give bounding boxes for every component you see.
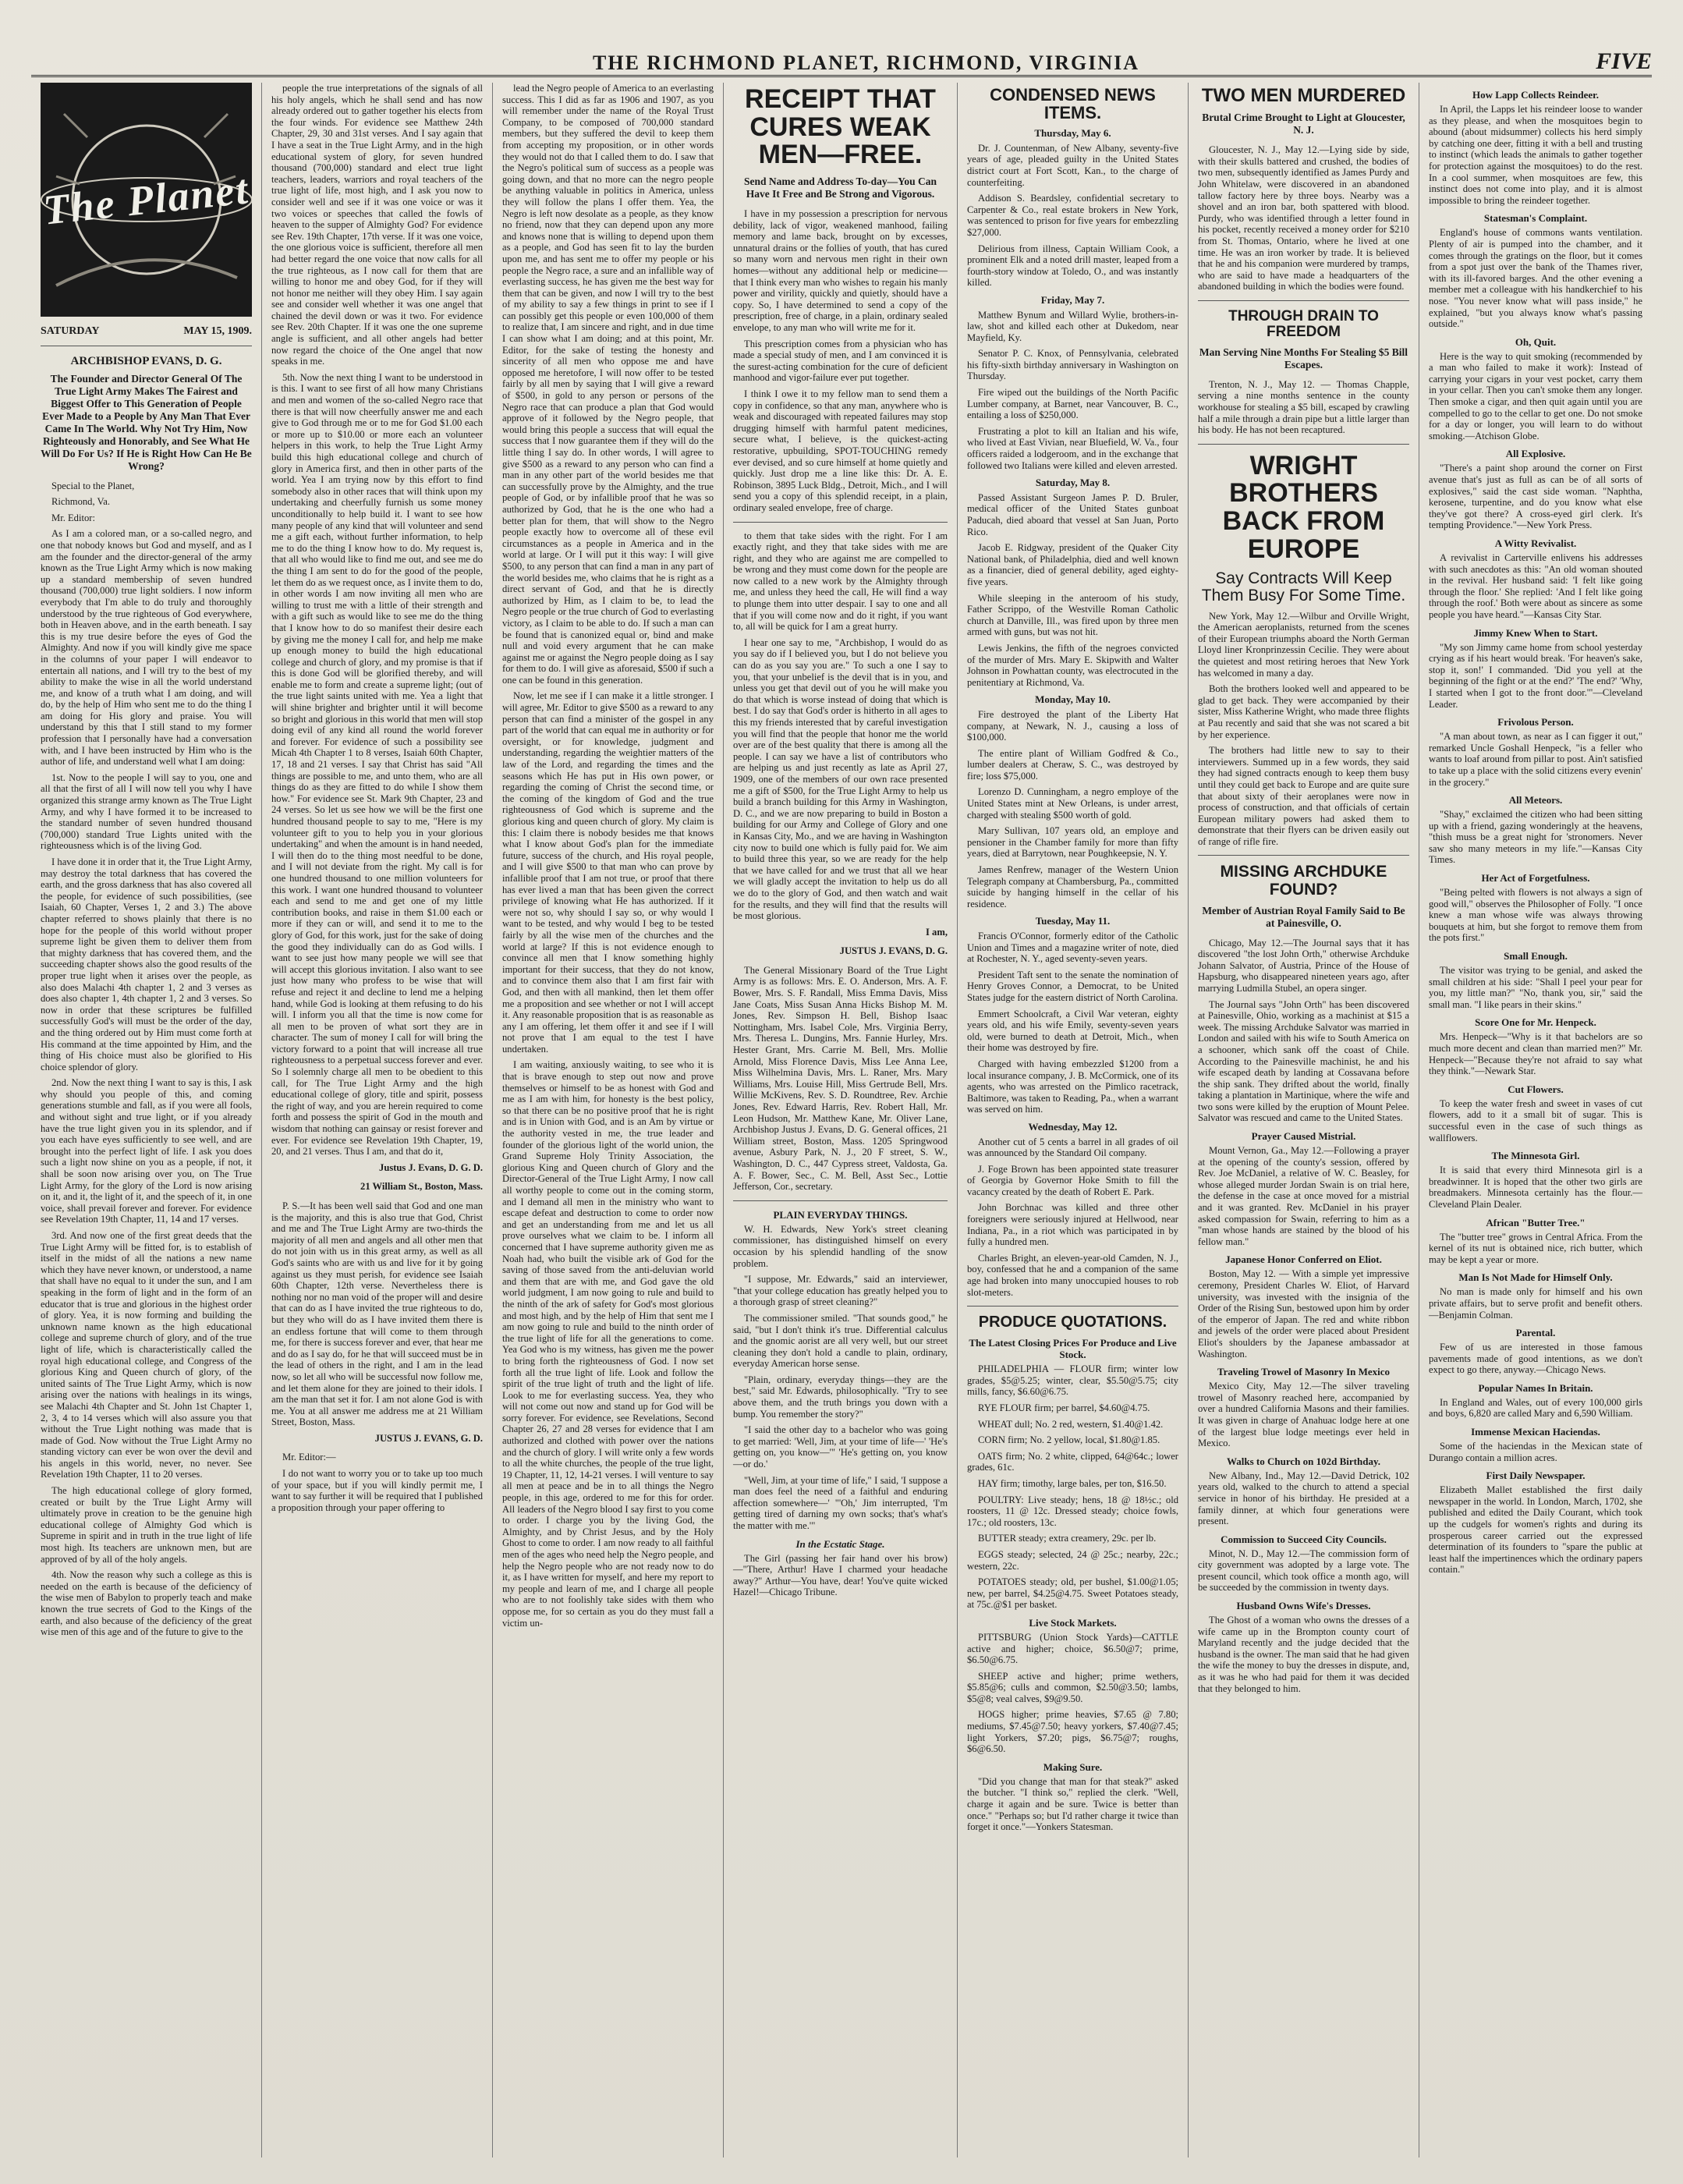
paragraph: Mount Vernon, Ga., May 12.—Following a prayer at the opening of the county's session, offered by Rev. Joe McDaniel, a relative of W. C. Beasley, for whose alleged murder Jordan Swain is on trial here, the defense in the case at once moved for a mistrial and it was granted. Rev. McDaniel in his prayer asked compassion for Swain, referring to him as a "man whose hands are stained by the blood of his fellow man.": [1198, 1145, 1409, 1247]
section-title: Immense Mexican Haciendas.: [1471, 1426, 1600, 1438]
paragraph: Addison S. Beardsley, confidential secretary to Carpenter & Co., real estate brokers in New York, was sentenced to prison for five years for embezzling $27,000.: [967, 193, 1178, 238]
dateline: Saturday, May 8.: [1035, 477, 1111, 489]
paragraph: lead the Negro people of America to an everlasting success. This I did as far as 1906 and 1907, as you will remember under the name of the Royal Trust Company, to be composed of 700,000 standard members, but they suffered the devil to keep them from accepting my proposition, or in other words they would not do that I called them to do. I saw that the Negro's political sum of success as a people was going down, and that no more can the negro people be anything valuable in politics in America, unless they will follow the plans I offer them. Yea, the Negro is left now desolate as a people, as they know no friend, now that they can depend upon any more and knows none that is willing to depend upon them as a people, and God has seen fit to lay the burden upon me, and has sent me to offer my people or his people the Negro race, a sure and an infallible way of everlasting success, he has given me the best way for them that can be given, and now I will try to the best of my ability to say a few things in print to see if I can possibly get this people or even 100,000 of them to realize that, I am sincere and right, and in due time I can show what I am doing; and at this point, Mr. Editor, for the sake of testing the honesty and sincerity of all men who oppose me and have opposed me heretofore, I will now offer to be tested fairly by all men by saying that I will give a reward of $500, in gold to any person or persons of the Negro race that can produce a plan that God would approve of it followed by the Negro people, that would bring this people a success that will equal the success that I now guarantee them if they will do the little thing I say do. In other words, I will agree to give $500 as a reward to any person who can find a man in any other part of the world besides me that can successfully prove by the Almighty, and the true people of God, or by infallible proof that he was so authorized by God, that he is the one who had a better plan for them, that will show to the Negro people exactly how to overcome all of these evil circumstances as a people in America and in the world at large. Or I will put it this way: I will give $500, to any person that can find a man in any part of the world besides me, who claims that he is right as a direct servant of God, and that he is directly authorized by Him, as I claim to be, to lead the Negro people or the true church of God to everlasting victory, as I claim to be able to do. If such a man can be found that is canonized equal or, bind and make null and void every argument that he can make against me or against the Negro people doing as I say for them to do. I will give as aforesaid, $500 if such a one can be found in this generation.: [502, 83, 714, 686]
section-title: Man Is Not Made for Himself Only.: [1458, 1271, 1613, 1284]
paragraph: I am waiting, anxiously waiting, to see who it is that is brave enough to step out now and prove themselves or himself to be as honest with God and me as I am with him, for honesty is the best policy, so that there can be no positive proof that he is right and is in Union with God, and is an Am by virtue or the authority vested in me, the true leader and founder of the glorious light of the world union, the Grand Supreme Holy Trinity Association, the glorious King and Queen church of Glory and the Director-General of the True Light Army, I now call all worthy people to come out in the coming storm, and I demand all men in the ministry who want to escape defeat and destruction to come to order now and get an understanding from me and let us all prove ourselves what we claim to be. I inform all concerned that I have supreme authority given me as Noah had, who built the visible ark of God for the saving of those saved from the anti-deluvian world and them that are with me, and God gave the old world judgment, I am now going to rule and build to the ninth of the ark of safety for God's most glorious and most high, and by the help of Him that sent me I am now going to rule and build to the ninth order of the true light of life for all the generations to come. Yea God who is my witness, has given me the power to bring forth the righteousness of God. I now set forth all the true light of life. Look and follow the spirit of the true light of truth and the light of life. Look to me for everlasting success. Yea, they who will not come out now and stand up for God will be sorry forever. For evidence, see Revelations, Second Chapter 26, 27 and 28 verses for evidence that I am authorized and clothed with power over the nations and the church of glory. I will write only a few words to all the white churches, the people of the true light, 19 Chapter, 11, 12, 14-21 verses. I will venture to say all men at peace and be in to all things the Negro people, in this age, ordered to me for this for order. All leaders of the Negro blood I say first to you come to order. I charge you by the living God, the Almighty, and by Christ Jesus, and by the Holy Ghost to come to order. I am now ready to all faithful men of the ages who need help the Negro people, and help the Negro people who are not ready now to do it, as I have written for myself, and here my report to my people and learn of me, and I charge all people who are to not foolishly take sides with them who oppose me, for so certain as you do they must fall a victim un-: [502, 1059, 714, 1629]
paragraph: As I am a colored man, or a so-called negro, and one that nobody knows but God and myself, and as I am the founder and the director-general of the army known as the True Light Army which is now making up a standard membership of seven hundred thousand (700,000) true light soldiers. I now inform everybody that I'm able to do truly and thoroughly understood by the true righteous of God everywhere, both in Heaven above, and in the earth beneath. I say this is my true desire before the eyes of God the Almighty. And now if you will kindly give me space in the columns of your paper I will endeavor to entertain all nations, and I will try to the best of my ability to make the wise in all the world understand me, and know of a truth what I am doing, and will do, by the help of Him who sent me to do the thing I am doing for His glory and praise. You will understand by this that I still stand to my former profession that I personally have had a conversation with, and I have been instructed by Him who is the author of life, and understand well what I am doing:: [41, 528, 252, 768]
paragraph: Francis O'Connor, formerly editor of the Catholic Union and Times and a magazine writer of note, died at Rochester, N. Y., aged seventy-seven years.: [967, 931, 1178, 965]
divider: [1198, 444, 1409, 445]
section-title: How Lapp Collects Reindeer.: [1472, 89, 1600, 101]
paragraph: Gloucester, N. J., May 12.—Lying side by side, with their skulls battered and crushed, the bodies of two men, subsequently identified as James Purdy and John Whitelaw, were discovered in an abandoned tallow factory here by three boys. Nearby was a shovel and an iron bar, both spattered with blood. Purdy, who was identified through a letter found in his pocket, recently received a money order for $210 from St. Thomas, Ontario, where he lived at one time. He was an iron worker by trade. It is believed that he and his companion were murdered by tramps, who are said to have made a headquarters of the abandoned building in which the bodies were found.: [1198, 144, 1409, 292]
paragraph: Jacob E. Ridgway, president of the Quaker City National bank, of Philadelphia, died and well known as a financier, died of general debility, aged eighty-five years.: [967, 542, 1178, 587]
paragraph: "Did you change that man for that steak?" asked the butcher. "I think so," replied the clerk. "Well, charge it again and be sure. Twice is better than once." "Perhaps so; but I'd rather charge it twice than forget it once."—Yonkers Statesman.: [967, 1775, 1178, 1833]
section-title: Parental.: [1515, 1327, 1556, 1339]
column-3: [493, 83, 724, 2157]
section-title: All Meteors.: [1508, 794, 1563, 807]
columns: [31, 83, 1652, 2157]
page-number: FIVE: [1596, 48, 1652, 74]
paragraph: I think I owe it to my fellow man to send them a copy in confidence, so that any man, anywhere who is weak and discouraged with repeated failures may stop drugging himself with harmful patent medicines, secure what, I believe, is the quickest-acting restorative, upbuilding, SPOT-TOUCHING remedy ever devised, and so cure himself at home quietly and quickly. Just drop me a line like this: Dr. A. E. Robinson, 3895 Luck Bldg., Detroit, Mich., and I will send you a copy of this splendid receipt, in a plain, ordinary sealed envelope, free of charge.: [733, 388, 948, 513]
quote-line: PHILADELPHIA — FLOUR firm; winter low grades, $5@5.25; winter, clear, $5.50@5.75; city mills, fancy, $6.60@6.75.: [967, 1363, 1178, 1398]
paragraph: Lorenzo D. Cunningham, a negro employe of the United States mint at New Orleans, is under arrest, charged with stealing $500 worth of gold.: [967, 786, 1178, 821]
paragraph: New York, May 12.—Wilbur and Orville Wright, the American aeroplanists, returned from the scenes of their European triumphs aboard the North German Lloyd liner Kronprinzessin Cecilie. They were about the quietest and most retiring heroes that New York has welcomed in many a day.: [1198, 610, 1409, 679]
paragraph: While sleeping in the anteroom of his study, Father Scrippo, of the Westville Roman Catholic church at Danville, Ill., was fired upon by three men armed with guns, but was not hit.: [967, 592, 1178, 638]
divider: [733, 522, 948, 523]
paragraph: The commissioner smiled. "That sounds good," he said, "but I don't think it's true. Differential calculus and the gnomic aorist are all very well, but our street cleaning they don't hold a candle to plain, ordinary, everyday American horse sense.: [733, 1312, 948, 1370]
paragraph: people the true interpretations of the signals of all his holy angels, which he shall send and has now already ordered out to gather together his elects from the four winds. For evidence see Matthew 24th Chapter, 29, 30 and 31st verses. And I say again that I have a seat in the True Light Army, and in the high educational system of glory, for seven hundred thousand (700,000) standard and elect true light teachers, leaders, warriors and royal teachers of the true light of life, most high, and I ask you now to consider well and see if it was one voice or was it two voices or speeches that called the fowls of heaven to the supper of Almighty God? For evidence see Rev. 19th Chapter, 17th verse. If it was one voice, the one glorious voice is sufficient, therefore all men had better regard the one voice that now calls for all the true righteous, as I now call for them that are willing to honor me and obey God, for if they will not honor me neither will they obey Him. I say again see and consider well whether it was one angel that chained the devil down or was it two. For evidence see Rev. 20th Chapter. If it was one the one supreme angle is sufficient, and all other angels had better now regard the choice of the One angel that now speaks in me.: [271, 83, 483, 367]
column-1: [31, 83, 262, 2157]
section-title: Live Stock Markets.: [1029, 1616, 1117, 1629]
paragraph: Passed Assistant Surgeon James P. D. Bruler, medical officer of the United States gunboat Paducah, died aboard that vessel at San Juan, Porto Rico.: [967, 491, 1178, 537]
section-title: Statesman's Complaint.: [1483, 212, 1588, 225]
section-title: CONDENSED NEWS ITEMS.: [990, 85, 1156, 123]
paragraph: "Shay," exclaimed the citizen who had been sitting up with a friend, gazing wonderingly at the heavens, "thish muss be a great night for 'stronomers. Never saw sho many meteors in my life."—Kansas City Times.: [1429, 809, 1642, 866]
section-deck: The Latest Closing Prices For Produce and Live Stock.: [969, 1337, 1177, 1361]
paragraph: Richmond, Va.: [51, 496, 110, 508]
paragraph: Lewis Jenkins, the fifth of the negroes convicted of the murder of Mrs. Mary E. Skipwith and Walter Johnson in Powhattan county, was electrocuted in the penitentiary at Richmond, Va.: [967, 642, 1178, 688]
paragraph: The visitor was trying to be genial, and asked the small children at his side: "Shall I peel your pear for you, my little man?" "No, thank you, sir," said the small man. "I like pears in their skins.": [1429, 965, 1642, 1010]
paragraph: Charles Bright, an eleven-year-old Camden, N. J., boy, confessed that he and a companion of the same age had broken into many unoccupied houses to rob slot-meters.: [967, 1252, 1178, 1298]
paragraph: Emmert Schoolcraft, a Civil War veteran, eighty years old, and his wife Emily, seventy-seven years old, were burned to death at Detroit, Mich., when their home was destroyed by fire.: [967, 1008, 1178, 1054]
paragraph: Boston, May 12. — With a simple yet impressive ceremony, President Charles W. Eliot, of Harvard university, was invested with the insignia of the Order of the Rising Sun, bestowed upon him by order of the emperor of Japan. The red and white ribbon and jewels of the order were placed about President Eliot's shoulders by the Japanese ambassador at Washington.: [1198, 1268, 1409, 1360]
paragraph: to them that take sides with the right. For I am exactly right, and they that take sides with me are right, and they who are against me are compelled to be wrong and they must come down for the people are now called to a new work by the Almighty through me, and unless they heed the call, He will find a way to plunge them into utter despair. I say to one and all that if you will come now and do it right, if you want to, all will be quick for I am a great hurry.: [733, 530, 948, 633]
paragraph: J. Foge Brown has been appointed state treasurer of Georgia by Governor Hoke Smith to fill the vacancy created by the death of Robert E. Park.: [967, 1163, 1178, 1197]
article-deck: Say Contracts Will Keep Them Busy For Some Time.: [1201, 569, 1406, 604]
article-deck: The Founder and Director General Of The True Light Army Makes The Fairest and Biggest Offer to This Generation of People Ever Made to a People by Any Man That Ever Came In The World. Why Not Try Him, Now Righteously and Honorably, and See What He Will Do For Us? If He is Right How Can He Be Wrong?: [41, 372, 252, 472]
paragraph: I do not want to worry you or to take up too much of your space, but if you will kindly permit me, I want to say further it will be required that I published a proposition through your paper offering to: [271, 1468, 483, 1513]
signature: JUSTUS J. EVANS, G. D.: [374, 1432, 483, 1444]
paragraph: The brothers had little new to say to their interviewers. Summed up in a few words, they said they had signed contracts enough to keep them busy until they could get back to Europe and are quite sure that about sixty of their aeroplanes were now in process of construction, and that officials of certain European military powers had asked them to demonstrate that their flyers can be driven easily out of range of rifle fire.: [1198, 745, 1409, 847]
section-title: A Witty Revivalist.: [1494, 537, 1577, 549]
paragraph: "My son Jimmy came home from school yesterday crying as if his heart would break. 'For heaven's sake, stop it, son!' I commanded. 'Did you yell at the beginning of the fight or at the end?' 'The end?' 'Why, I started when I got to the front door.'"—Cleveland Leader.: [1429, 641, 1642, 710]
article-deck: Brutal Crime Brought to Light at Gloucester, N. J.: [1202, 112, 1405, 136]
quote-line: BUTTER steady; extra creamery, 29c. per lb.: [978, 1533, 1157, 1544]
section-title: Frivolous Person.: [1497, 716, 1574, 729]
ad-deck: Send Name and Address To-day—You Can Have It Free and Be Strong and Vigorous.: [744, 176, 937, 200]
quote-line: OATS firm; No. 2 white, clipped, 64@64c.; lower grades, 61c.: [967, 1450, 1178, 1473]
section-title: Small Enough.: [1504, 950, 1568, 963]
paragraph: Frustrating a plot to kill an Italian and his wife, who lived at East Vivian, near Bluefield, W. Va., four officers raided a lodgeroom, and in the exchange that followed two Italians were killed and eleven arrested.: [967, 425, 1178, 471]
section-title: Prayer Caused Mistrial.: [1251, 1130, 1356, 1143]
paragraph: It is said that every third Minnesota girl is a breadwinner. It is hoped that the other two girls are breadmakers. Minnesota certainly has the flour.—Cleveland Plain Dealer.: [1429, 1165, 1642, 1210]
paragraph: Chicago, May 12.—The Journal says that it has discovered "the lost John Orth," otherwise Archduke Johann Salvator, of Austria, Prince of the House of Hapsburg, who disappeared nineteen years ago, after marrying Ludmilla Stubel, an opera singer.: [1198, 937, 1409, 994]
section-title: Traveling Trowel of Masonry In Mexico: [1217, 1366, 1391, 1378]
quote-line: POTATOES steady; old, per bushel, $1.00@1.05; new, per barrel, $4.25@4.75. Sweet Potatoes steady, at 75c.@$1 per basket.: [967, 1576, 1178, 1611]
signature: I am,: [926, 926, 948, 938]
paragraph: The Girl (passing her fair hand over his brow)—"There, Arthur! Have I charmed your headache away?" Arthur—You have, dear! You've quite wicked Hazel!—Chicago Tribune.: [733, 1552, 948, 1598]
section-title: Walks to Church on 102d Birthday.: [1227, 1455, 1380, 1467]
article-title: MISSING ARCHDUKE FOUND?: [1220, 863, 1387, 899]
paragraph: England's house of commons wants ventilation. Plenty of air is pumped into the chamber, and it comes through the gratings on the floor, but it comes from a spot just over the bank of the Thames river, with its ill-favored barges. And the other evening a member met a colleague with his handkerchief to his nose. "You never know what will pass inside," he explained, "but you always know what's passing outside.": [1429, 227, 1642, 330]
dateline: Thursday, May 6.: [1034, 127, 1111, 140]
section-title: Jimmy Knew When to Start.: [1473, 626, 1598, 639]
paragraph: Both the brothers looked well and appeared to be glad to get back. They were accompanied by their sister, Miss Katherine Wright, who made three flights at Pau recently and said that she was not scared a bit by her experience.: [1198, 683, 1409, 740]
paragraph: Fire destroyed the plant of the Liberty Hat company, at Newark, N. J., causing a loss of $100,000.: [967, 708, 1178, 743]
quote-line: RYE FLOUR firm; per barrel, $4.60@4.75.: [978, 1402, 1150, 1413]
paragraph: Mr. Editor:: [51, 512, 95, 523]
paragraph: The Ghost of a woman who owns the dresses of a wife came up in the Brompton county court of Maryland recently and the judge decided that the husband is the owner. The man said that he had given the wife the money to buy the dresses in dispute, and, as it was he who had paid for them it was decided that they belonged to him.: [1198, 1615, 1409, 1694]
dateline: Friday, May 7.: [1040, 293, 1105, 306]
section-title: In the Ecstatic Stage.: [795, 1537, 885, 1550]
paragraph: "I suppose, Mr. Edwards," said an interviewer, "that your college education has greatly helped you to a thorough grasp of street cleaning?": [733, 1274, 948, 1308]
section-title: Cut Flowers.: [1508, 1083, 1564, 1095]
section-title: Score One for Mr. Henpeck.: [1475, 1016, 1596, 1029]
quote-line: HAY firm; timothy, large bales, per ton, $16.50.: [978, 1477, 1167, 1489]
paragraph: 4th. Now the reason why such a college as this is needed on the earth is because of the deficiency of the wise men of Babylon to properly teach and make known the true secrets of God to the Kings of the earth, and also because of the deficiency of the great wise men of this age and of the future to give to the: [41, 1569, 252, 1638]
quote-line: PITTSBURG (Union Stock Yards)—CATTLE active and higher; choice, $6.50@7; prime, $6.50@6.75.: [967, 1631, 1178, 1666]
section-title: Making Sure.: [1043, 1760, 1103, 1773]
signature: Justus J. Evans, D. G. D.: [379, 1161, 483, 1173]
paragraph: Delirious from illness, Captain William Cook, a prominent Elk and a noted drill master, leaped from a fourth-story window at Toledo, O., and was instantly killed.: [967, 243, 1178, 289]
publication-title: THE RICHMOND PLANET, RICHMOND, VIRGINIA: [593, 51, 1140, 74]
paragraph: Mexico City, May 12.—The silver traveling trowel of Masonry reached here, accompanied by over a hundred California Masons and their families. It was given in charge of Anahuac lodge here at one of the largest blue lodge meetings ever held in Mexico.: [1198, 1381, 1409, 1449]
logo-text: The Planet: [41, 165, 252, 234]
section-title: The Minnesota Girl.: [1491, 1150, 1580, 1162]
address: 21 William St., Boston, Mass.: [360, 1181, 483, 1193]
section-title: Husband Owns Wife's Dresses.: [1236, 1600, 1371, 1612]
column-4: [724, 83, 958, 2157]
paragraph: New Albany, Ind., May 12.—David Detrick, 102 years old, walked to the church to attend a special service in honor of his birthday. He presided at a family dinner, at which four generations were present.: [1198, 1470, 1409, 1527]
paragraph: "I said the other day to a bachelor who was going to get married: 'Well, Jim, at your time of life—' 'He's getting on, you know—'" 'He's getting on, you know—or do.': [733, 1424, 948, 1470]
paragraph: I have in my possession a prescription for nervous debility, lack of vigor, weakened manhood, failing memory and lame back, brought on by excesses, unnatural drains or the follies of youth, that has cured so many worn and nervous men right in their own homes—without any additional help or medicine—that I think every man who wishes to regain his manly power and virility, quickly and quietly, should have a copy. So, I have determined to send a copy of the prescription, free of charge, in a plain, ordinary sealed envelope, to any man who will write me for it.: [733, 208, 948, 333]
signature: JUSTUS J. EVANS, D. G.: [839, 945, 948, 957]
paragraph: No man is made only for himself and his own private affairs, but to serve profit and benefit others.—Benjamin Colman.: [1429, 1286, 1642, 1321]
paragraph: Now, let me see if I can make it a little stronger. I will agree, Mr. Editor to give $500 as a reward to any person that can find a minister of the gospel in any part of the world that can equal me in authority or for oversight, or for knowledge, judgment and understanding, regarding the weightier matters of the law of the Lord, and regarding the times and the seasons which He has put in His own power, or regarding the coming of Christ the second time, or the coming of the kingdom of God and the true righteousness of God which is supreme and the glorious king and queen church of glory. My claim is this: I claim there is nobody besides me that knows what I know about God's plan for the immediate future, success of the church, and His royal people, and I will give $500 to that man who can prove by infallible proof that I am not true, or proof that there has ever lived a man that has been given the correct privilege of knowing what He has authorized. If it were not so, why should I say so, or why would I want to be tested, and why would I beg to be tested fairly by all the wise men of the churches and the world at large? If this is not evidence enough to convince all men that I know something highly important for their success, that they do not know, and to convince them also that I am first fair with God, and then with all mankind, then let them offer me a proposition and see whether or not I will accept it. Any reasonable proposition that is as reasonable as any I am offering, let them offer it and see if I will not prove that I am equal to the test I have undertaken.: [502, 690, 714, 1055]
paragraph: P. S.—It has been well said that God and one man is the majority, and this is also true that God, Christ and me and The True Light Army are two-thirds the majority of all men and angels and all other men that do not join with us in this great army, as well as all God's saints who are with us and live for it by going against us they must perish, for evidence see Isaiah 60th Chapter, 12th verse. Nevertheless there is nothing nor no man void of the proper will and desire that can do as I have invited the true righteous to do, but they who will do as I have invited them there is an endless fortune that will come to them through me, for there is success forever and ever, that hear me and do as I say do, for he that will succeed must be in the lead of others in the right, and I am in the lead now, so let all who will be successful now follow me, and let them alone for they are joined to their idols. I am the man that set it for. I am not alone God is with me. You at all answer me address me at 21 William Street, Boston, Mass.: [271, 1200, 483, 1428]
paragraph: I hear one say to me, "Archbishop, I would do as you say do if I believed you, but I do not believe you can do as you say you are." To such a one I say to you, that your unbelief is the devil that is in you, and unless you get that devil out of you he will make you do that which is worse instead of doing that which is best. I do say that God's order is hitherto in all ages to this my friends interested that by careful investigation you will find that the people that honor me the world over are of the best quality that there is among all the people. I can say we have a list of contributors who are helping us and just recently as late as April 27, 1909, one of the members of our own race presented me a gift of $500, for the True Light Army to help us build a branch building for this Army in Washington, D. C., and we are now preparing to build in Boston a building for our Army and College of Glory and one in Kansas City, Mo., and we are having in Washington city now to build one which is fully paid for. We aim to build three this year, so we are ready for the help that we have called for and we trust that all we hear we will gladly accept the invitation to help us do all we do to the glory of God, and then watch and wait for the results, and they will find that the results will be most glorious.: [733, 636, 948, 922]
dateline: Wednesday, May 12.: [1028, 1120, 1118, 1133]
paragraph: "Plain, ordinary, everyday things—they are the best," said Mr. Edwards, philosophically. "Try to see above them, and the truth brings you down with a bump. You remember the story?": [733, 1374, 948, 1420]
running-head: [31, 31, 1652, 77]
paragraph: "A man about town, as near as I can figger it out," remarked Uncle Goshall Henpeck, "is a feller who wants to loaf around from pillar to post. Ain't satisfied to take up a place with the solid citizens every evenin' in the grocery.": [1429, 731, 1642, 788]
paragraph: 2nd. Now the next thing I want to say is this, I ask why should you people of this, and coming generations stumble and fall, as if you were all fools, and without sight and true light, or if you already have the true light given you in its splendor, and if you each have eyes sufficiently to see well, and are brought into the perfect light of life. I ask you does such a light now shine on you as a people, if not, it shall be soon now arising over you, on The True Light Army, for the glory of the Lord is now arising on it, and it, the light of it, and the speech of it, in one voice, shall prevail forever and forever. For evidence see Revelation 19th Chapter, 11, 14 and 17 verses.: [41, 1077, 252, 1225]
paragraph: Here is the way to quit smoking (recommended by a man who failed to make it work): Instead of carrying your cigars in your vest pocket, carry them in your cellar. Then you can't smoke them any longer. Then smoke a cigar, and then quit again until you are compelled to go to the cellar to get one. Do not smoke for a day or longer, you will learn to do without smoking.—Atchison Globe.: [1429, 350, 1642, 441]
issue-day: SATURDAY: [41, 325, 100, 337]
paragraph: To keep the water fresh and sweet in vases of cut flowers, add to it a small bit of sugar. This is successful even in the case of such things as wallflowers.: [1429, 1097, 1642, 1143]
section-title: PRODUCE QUOTATIONS.: [978, 1314, 1167, 1331]
paragraph: Elizabeth Mallet established the first daily newspaper in the world. In London, March, 1702, she published and edited the Daily Courant, which took up the cudgels for women's rights and during its prosperous career carried out the expressed determination of its founders to "spare the public at least half the impertinences which the ordinary papers contain.": [1429, 1484, 1642, 1576]
paragraph: Matthew Bynum and Willard Wylie, brothers-in-law, shot and killed each other at Dukedom, near Mayfield, Ky.: [967, 309, 1178, 343]
dateline: Monday, May 10.: [1035, 693, 1111, 706]
quote-line: HOGS higher; prime heavies, $7.65 @ 7.80; mediums, $7.45@7.50; heavy yorkers, $7.40@7.45; light Yorkers, $7.20; pigs, $6.75@7; roughs, $6@6.50.: [967, 1709, 1178, 1755]
section-title: First Daily Newspaper.: [1486, 1470, 1586, 1482]
paragraph: John Borchnac was killed and three other foreigners were seriously injured at Hellwood, near Indiana, Pa., in a riot which was participated in by fully a hundred men.: [967, 1202, 1178, 1248]
column-7: [1419, 83, 1652, 2157]
paragraph: The Journal says "John Orth" has been discovered at Painesville, Ohio, working as a machinist at $15 a week. The missing Archduke Salvator was married in London and sailed with his wife to South America on a schooner, which sank off the coast of Chile. According to the Painesville machinist, he and his wife escaped death by landing at Cossavana before the ship sank. They drifted about the world, finally taking a plantation in Martinique, where the wife and two sons were killed by the eruption of Mount Pelee. Salvator was rescued and came to the United States.: [1198, 998, 1409, 1124]
paragraph: 1st. Now to the people I will say to you, one and all that the first of all I will now tell you why I have organized this strange army known as The True Light Army, and why I have formed it to be increased to the standard number of seven hundred thousand (700,000) standard True Lights united with the righteousness which is of the living God.: [41, 771, 252, 852]
paragraph: The "butter tree" grows in Central Africa. From the kernel of its nut is obtained nice, rich butter, which may be kept a year or more.: [1429, 1231, 1642, 1265]
section-title: African "Butter Tree.": [1486, 1216, 1586, 1228]
paragraph: 3rd. And now one of the first great deeds that the True Light Army will be fitted for, is to establish of itself in the midst of all the nations a new name which they have never known, or understood, a name that shall have no equal to it under the sun, and I am speaking in the form of light and in the form of an educator that is true and glorious in the highest order of glory. Yea, it is now forming and building the unknown name known as the high educational college and supreme church of glory, and of the true light of life, which is characteristically called the royal high educational college, and Congress of the glorious King and Queen church of glory, of the united saints of The True Light Army, which is now arising over the nations with healings in its wings, see Malachi 4th Chapter and St. John 1st Chapter 1, 2, 3, 4 to 14 verses which will also assure you that without the True Light nothing was made that is made of God. Now without the True Light Army no standing victory can ever be won over the devil and his angels in this world, never, no never. See Revelation 19th Chapter, 11 to 20 verses.: [41, 1230, 252, 1480]
divider: [1198, 855, 1409, 856]
paragraph: "There's a paint shop around the corner on First avenue that's just as full as can be of all sorts of explosives," said the cast side woman. "Naphtha, kerosene, turpentine, and do you know what else they've got there? A cross-eyed girl clerk. It's tempting Providence."—New York Press.: [1429, 463, 1642, 531]
divider: [733, 1200, 948, 1201]
paragraph: Special to the Planet,: [51, 480, 135, 491]
article-deck: Member of Austrian Royal Family Said to Be at Painesville, O.: [1202, 904, 1405, 929]
quote-line: WHEAT dull; No. 2 red, western, $1.40@1.42.: [978, 1418, 1164, 1430]
paragraph: James Renfrew, manager of the Western Union Telegraph company at Chambersburg, Pa., committed suicide by hanging himself in the cellar of his residence.: [967, 864, 1178, 909]
paragraph: A revivalist in Carterville enlivens his addresses with such anecdotes as this: "An old woman shouted in the revival. Her husband said: 'I felt like going through the floor.' She replied: 'And I felt like going through the roof.' Both were about as sincere as some people you have heard."—Kansas City Star.: [1429, 552, 1642, 620]
paragraph: This prescription comes from a physician who has made a special study of men, and I am convinced it is the surest-acting combination for the cure of deficient manhood and vigor-failure ever put together.: [733, 338, 948, 384]
quote-line: CORN firm; No. 2 yellow, local, $1.80@1.85.: [978, 1434, 1160, 1446]
quote-line: SHEEP active and higher; prime wethers, $5.85@6; culls and common, $2.50@3.50; lambs, $5@8; veal calves, $9@9.50.: [967, 1670, 1178, 1704]
masthead-logo: [41, 83, 252, 317]
article-title: WRIGHT BROTHERS BACK FROM EUROPE: [1222, 450, 1385, 564]
section-title: Oh, Quit.: [1515, 335, 1557, 348]
paragraph: Fire wiped out the buildings of the North Pacific Lumber company, at Barnet, near Vancouver, B. C., entailing a loss of $250,000.: [967, 387, 1178, 421]
paragraph: Trenton, N. J., May 12. — Thomas Chapple, serving a nine months sentence in the county workhouse for stealing a $5 bill, escaped by crawling half a mile through a drain pipe but a little larger than his body. He has not been recaptured.: [1198, 378, 1409, 436]
section-title: PLAIN EVERYDAY THINGS.: [773, 1208, 908, 1221]
issue-date-value: MAY 15, 1909.: [183, 325, 252, 337]
paragraph: President Taft sent to the senate the nomination of Henry Groves Connor, a Democrat, to be United States judge for the eastern district of North Carolina.: [967, 969, 1178, 1003]
paragraph: W. H. Edwards, New York's street cleaning commissioner, has distinguished himself on every occasion by his splendid handling of the snow problem.: [733, 1223, 948, 1269]
paragraph: Charged with having embezzled $1200 from a local insurance company, J. B. McCormick, one of its agents, who was arrested on the Pimlico racetrack, Baltimore, was taken to Reading, Pa., when a warrant was served on him.: [967, 1058, 1178, 1115]
paragraph: Few of us are interested in those famous pavements made of good intentions, as we don't expect to go there, anyway.—Chicago News.: [1429, 1342, 1642, 1376]
paragraph: Mary Sullivan, 107 years old, an employe and pensioner in the Chamber family for more than fifty years, died at Barrytown, near Poughkeepsie, N. Y.: [967, 825, 1178, 860]
issue-date: [41, 326, 252, 338]
paragraph: The high educational college of glory formed, created or built by the True Light Army will ultimately prove in creation to be the genuine high educational college of Almighty God which is Supreme in spirit and in truth in the true light of life most high. Its teachers are unknown men, but are approved of by all of the holy angels.: [41, 1485, 252, 1565]
paragraph: Another cut of 5 cents a barrel in all grades of oil was announced by the Standard Oil company.: [967, 1136, 1178, 1159]
quote-line: EGGS steady; selected, 24 @ 25c.; nearby, 22c.; western, 22c.: [967, 1548, 1178, 1572]
paragraph: Dr. J. Countenman, of New Albany, seventy-five years of age, pleaded guilty in the United States district court at Fort Scott, Kan., to the charge of counterfeiting.: [967, 142, 1178, 188]
paragraph: 5th. Now the next thing I want to be understood in is this. I want to see first of all how many Christians and men and women of the so-called Negro race that there is that will now cheerfully answer me and each give to God through me or to me for God $1.00 each or more up to $10.00 or more each an volunteer helpers in this work, to help the True Light Army build this high educational college and church of glory in America first, and then in other parts of the world. Yea I am trying now by this effort to find somebody also in other races that will think upon my undertaking and cheerfully furnish us some money unconditionally to help build it. I want to see how many people of any kind that will volunteer and send me a gift each, without further information, to help me to do the thing I know how to do. My request is, that all who would like to find me out, and see me do the thing I am sent to do for the good of the people, let them do as we request once, as I invite them to do, in other words I am now inviting all men who are willing to trust me with a little of their strength and with a gift such as would like to see me do the thing that I know how to do so manifest their desire each by giving me the money I call for, and help me make up enough money to build the high educational college and church of glory, and my promise is that if this is done God will be glorified thereby, and will enable me to form and create a supreme light; (out of the true light saints united with me. Yea a light that will shine brighter and brighter until it will become so bright and glorious in this world that men will stop doing evil of any kind all round the world forever and forever. For evidence of such a possibility see Micah 4th Chapter 1 to 8 verses, Isaiah 60th Chapter, 17, 18 and 21 verses. I say that Christ has said "All things are possible to me, and unto them, who are all things do as they are fitted to do while I show them how." For evidence see St. Mark 9th Chapter, 23 and 24 verses. So let us see how we will be the first one hundred thousand people to say to me, "Here is my volunteer gift to you to help you in your glorious undertaking" and when the amount is in hand needed, I will then do to the thing most needful to be done, and I will not deviate from the right. My call is for one hundred thousand to one million volunteers for this work. I want one hundred thousand to volunteer each and send to me and get one of my little contribution books, and raise in them $1.00 each or more if they can or will, and send it to me to the glory of God, for this work, just for the sake of doing the good they individually can do as God wills. I want to see just how many people we will see that will accept this glorious invitation. I also want to see just how many who profess to be wise that will refuse and reject it and decline to lend me a helping hand, while God is looking at them refusing to do his will. I inform you all that the time is now come for all men to be proven of what sort they are in character. The sum of money I call for will bring the victory forward to a point that will increase all true righteousness to a perpetual success forever and ever. So I solemnly charge all men to be obedient to this call, for The True Light Army and the high educational college of glory, title and spirit, possess the right of way, and you are herein required to come forth and possess the spirit of God in the mouth and wisdom that nothing can gainsay or resist forever and ever. For evidence see Revelation 19th Chapter, 19, 20, and 21 verses. Thus I am, and that do it,: [271, 371, 483, 1158]
paragraph: Mrs. Henpeck—"Why is it that bachelors are so much more decent and clean than married men?" Mr. Henpeck—"Because they're not afraid to say what they think."—Newark Star.: [1429, 1031, 1642, 1077]
paragraph: The General Missionary Board of the True Light Army is as follows: Mrs. E. O. Anderson, Mrs. A. F. Bower, Mrs. S. F. Randall, Miss Emma Davis, Miss Jane Coats, Miss Susan Anna Hicks Bishop M. M. Jones, Rev. Simpson H. Bell, Bishop Isaac Nottingham, Mrs. Isabel Cole, Mrs. Virginia Berry, Mrs. Theresa L. Dungins, Mrs. Fannie Hurley, Mrs. Hester Grant, Mrs. Carrie M. Bell, Mrs. Mollie Arnold, Miss Florence Davis, Miss Lee Anna Lee, Miss Wilhelmina Davis, Mrs. L. Raner, Mrs. Mary Williams, Mrs. Louise Hill, Miss Gertrude Bell, Mrs. Willie McKivens, Rev. S. D. Roundtree, Rev. Archie Jones, Rev. Edward Harris, Rev. Robert Hall, Mr. Leon Hudson, Mr. Matthew Kane, Mr. Oliver Lane, Archbishop Justus J. Evans, D. G. General offices, 21 William street, Boston, Mass. 1205 Springwood avenue, Asbury Park, N. J., 20 F street, S. W., Washington, D. C., 447 Cypress street, Valdosta, Ga. A. F. Bower, Sec., C. M. Bell, Asst Sec., Lottie Jefferson, Cor., secretary.: [733, 964, 948, 1193]
paragraph: "Well, Jim, at your time of life," I said, 'I suppose a man does feel the need of a faithful and enduring affection somewhere—' "'Oh,' Jim interrupted, 'I'm getting tired of darning my own socks; that's what's the matter with me.'": [733, 1474, 948, 1531]
ad-title: RECEIPT THAT CURES WEAK MEN—FREE.: [745, 84, 936, 170]
dateline: Tuesday, May 11.: [1035, 915, 1111, 927]
section-title: Her Act of Forgetfulness.: [1481, 872, 1590, 885]
paragraph: Some of the haciendas in the Mexican state of Durango contain a million acres.: [1429, 1441, 1642, 1463]
paragraph: Senator P. C. Knox, of Pennsylvania, celebrated his fifty-sixth birthday anniversary in Washington on Thursday.: [967, 348, 1178, 382]
paragraph: I have done it in order that it, the True Light Army, may destroy the total darkness that has covered the earth, and the gross darkness that has also covered all the people, for evidence of such possibilities, (see Isaiah, 60 Chapter, Verses 1, 2 and 3.) The above chapter referred to shows plainly that there is no hope for the people of this world without proper supreme light be given them to deliver them from that mighty darkness that has covered them, and the succeeding chapter shows also the good results of the proper true light when it arises over the people, as also does Malachi 4th chapter 1, 2 and 3 verses as does also chapter 1, 4th chapter 1, 2 and 3 verses. So now in order that these scriptures be fulfilled successfully God's will must be the order of the day, and the thing ordered out by Him must come forth at His command at the time appointed by Him, and the thing of His choice must also be glorified to His choice splendor of glory.: [41, 856, 252, 1072]
section-title: Popular Names In Britain.: [1478, 1381, 1593, 1394]
article-deck: Man Serving Nine Months For Stealing $5 Bill Escapes.: [1199, 346, 1408, 370]
section-title: All Explosive.: [1505, 448, 1566, 460]
paragraph: The entire plant of William Godfred & Co., lumber dealers at Cheraw, S. C., was destroyed by fire; loss $75,000.: [967, 747, 1178, 782]
section-title: Japanese Honor Conferred on Eliot.: [1225, 1253, 1382, 1266]
column-2: [262, 83, 493, 2157]
column-5: [958, 83, 1189, 2157]
divider: [1198, 300, 1409, 301]
paragraph: "Being pelted with flowers is not always a sign of good will," observes the Philosopher of Folly. "I once knew a man whose wife was always throwing bouquets at him, but she forgot to remove them from the pots first.": [1429, 887, 1642, 944]
article-title: TWO MEN MURDERED: [1201, 85, 1406, 106]
section-title: Commission to Succeed City Councils.: [1221, 1533, 1387, 1545]
paragraph: Mr. Editor:—: [282, 1452, 336, 1463]
article-title: THROUGH DRAIN TO FREEDOM: [1228, 307, 1379, 340]
column-6: [1189, 83, 1419, 2157]
paragraph: Minot, N. D., May 12.—The commission form of city government was adopted by a large vote. The present council, which took office a month ago, will be succeeded by the commission in twenty days.: [1198, 1548, 1409, 1594]
paragraph: In April, the Lapps let his reindeer loose to wander as they please, and when the mosquitoes begin to abound (about midsummer) collects his herd simply by catching one deer, fitting it with a bell and trusting to instinct (which leads the animals to gather together for protection against the mosquitoes) to do the rest. In a cool summer, when mosquitoes are few, this instinct does not come into play, and it is almost impossible to bring the reindeer together.: [1429, 104, 1642, 206]
article-title: ARCHBISHOP EVANS, D. G.: [70, 354, 222, 367]
quote-line: POULTRY: Live steady; hens, 18 @ 18½c.; old roosters, 11 @ 12c. Dressed steady; choice fowls, 17c.; old roosters, 13c.: [967, 1494, 1178, 1528]
paragraph: In England and Wales, out of every 100,000 girls and boys, 6,820 are called Mary and 6,590 William.: [1429, 1396, 1642, 1420]
